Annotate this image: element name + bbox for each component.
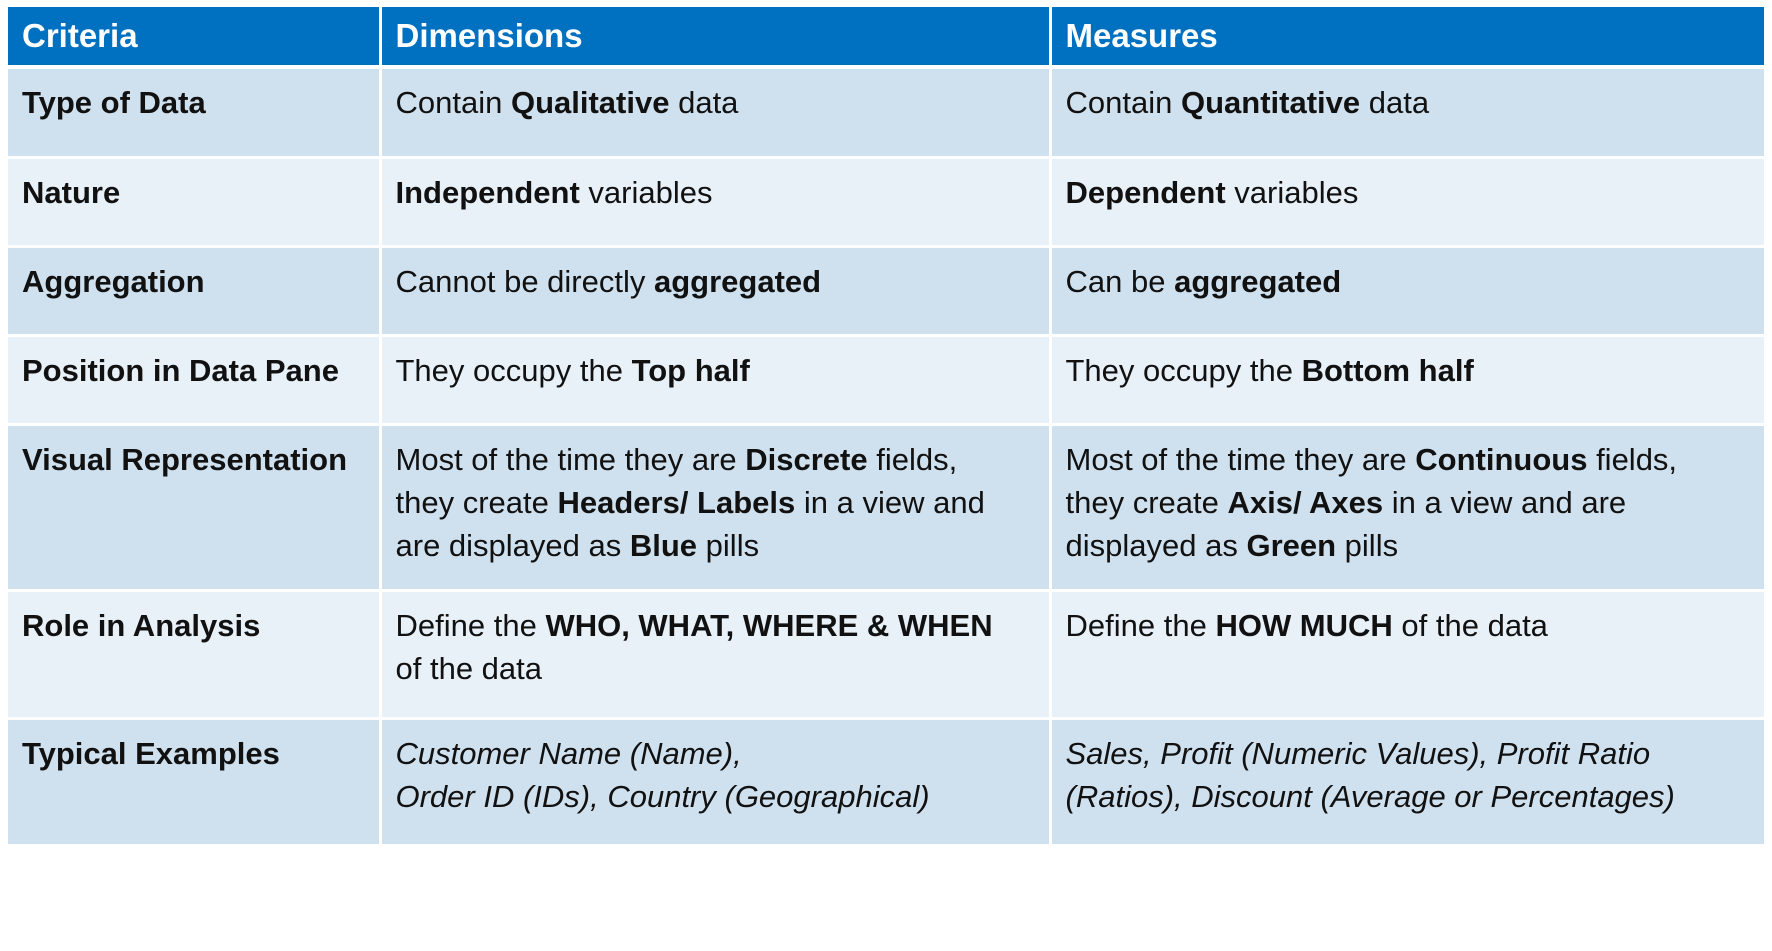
cell-text: Most of the time they are [395,441,746,477]
cell-line [396,775,1035,818]
cell-text-bold: Dependent [1065,174,1226,210]
cell-text: Most of the time they are [1065,441,1416,477]
cell-text: data [669,85,739,120]
cell-text-bold: Discrete [745,441,868,477]
cell-text: pills [1336,527,1399,563]
table-row [8,590,1764,718]
cell-line [396,81,1035,124]
cell-text-bold: Continuous [1415,441,1588,477]
cell-line [1066,171,1751,214]
cell-text: of the data [395,650,543,686]
cell-text: variables [579,174,713,210]
criteria-cell: Aggregation [8,246,380,335]
cell-text-bold: Green [1246,527,1337,563]
table-row [8,335,1764,424]
cell-line [1066,775,1751,818]
header-dimensions: Dimensions [380,7,1050,67]
cell-text: (Ratios), Discount (Average or Percentages) [1065,778,1675,814]
dimensions-cell [380,424,1050,590]
cell-line [1066,732,1751,775]
header-criteria: Criteria [8,7,380,67]
cell-line [1066,349,1751,392]
dimensions-cell [380,157,1050,246]
measures-cell [1050,424,1764,590]
measures-cell [1050,67,1764,157]
dimensions-cell [380,718,1050,844]
cell-text: fields, [867,441,958,477]
comparison-table-container [8,7,1764,844]
table-row [8,246,1764,335]
criteria-cell: Nature [8,157,380,246]
cell-line [396,171,1035,214]
table-row [8,424,1764,590]
cell-text: Sales, Profit (Numeric Values), Profit Ratio [1065,735,1651,771]
cell-text: they create [1065,484,1228,520]
cell-text: data [1360,85,1430,120]
cell-line [396,481,1035,524]
cell-text-bold: Blue [629,527,698,563]
criteria-cell: Type of Data [8,67,380,157]
cell-text: they create [395,484,558,520]
cell-text: They occupy the [395,352,632,388]
measures-cell [1050,718,1764,844]
cell-text: displayed as [1065,527,1247,563]
cell-text: variables [1225,174,1359,210]
cell-text: Contain [1065,85,1181,120]
dimensions-cell [380,67,1050,157]
measures-cell [1050,335,1764,424]
cell-line [1066,81,1751,124]
dimensions-cell [380,246,1050,335]
cell-text: Contain [395,85,511,120]
dimensions-cell [380,335,1050,424]
cell-text: Order ID (IDs), Country (Geographical) [395,778,930,814]
cell-text: Can be [1065,263,1175,299]
cell-line [1066,481,1751,524]
cell-text-bold: Top half [631,352,750,388]
cell-text: Define the [395,607,546,643]
cell-text-bold: Bottom half [1301,352,1474,388]
cell-line [1066,438,1751,481]
measures-cell [1050,246,1764,335]
cell-line [396,604,1035,647]
cell-text-bold: Axis/ Axes [1227,484,1384,520]
cell-line [1066,260,1751,303]
cell-text: They occupy the [1065,352,1302,388]
measures-cell [1050,157,1764,246]
cell-text-bold: Qualitative [510,85,670,120]
header-measures: Measures [1050,7,1764,67]
cell-text: in a view and are [1383,484,1627,520]
criteria-cell: Typical Examples [8,718,380,844]
cell-text-bold: Quantitative [1180,85,1361,120]
criteria-cell: Position in Data Pane [8,335,380,424]
cell-text-bold: aggregated [1174,263,1342,299]
cell-text-bold: Headers/ Labels [557,484,796,520]
criteria-cell: Visual Representation [8,424,380,590]
table-row [8,157,1764,246]
table-row [8,67,1764,157]
cell-line [396,438,1035,481]
cell-line [1066,524,1751,567]
table-header-row [8,7,1764,67]
cell-text: Define the [1065,607,1216,643]
criteria-cell: Role in Analysis [8,590,380,718]
cell-text: fields, [1587,441,1678,477]
cell-text-bold: WHO, WHAT, WHERE & WHEN [545,607,993,643]
cell-line [1066,604,1751,647]
cell-text: in a view and [795,484,985,520]
dimensions-cell [380,590,1050,718]
cell-line [396,349,1035,392]
dimensions-vs-measures-table [8,7,1764,844]
measures-cell [1050,590,1764,718]
cell-text: of the data [1392,607,1548,643]
table-body [8,67,1764,844]
table-row [8,718,1764,844]
cell-text-bold: aggregated [653,263,822,299]
cell-text: are displayed as [395,527,630,563]
cell-text-bold: HOW MUCH [1215,607,1393,643]
cell-text-bold: Independent [395,174,580,210]
cell-text: Customer Name (Name), [395,735,742,771]
cell-text: pills [697,527,760,563]
cell-line [396,732,1035,775]
cell-line [396,260,1035,303]
cell-line [396,647,1035,690]
cell-line [396,524,1035,567]
cell-text: Cannot be directly [395,263,654,299]
